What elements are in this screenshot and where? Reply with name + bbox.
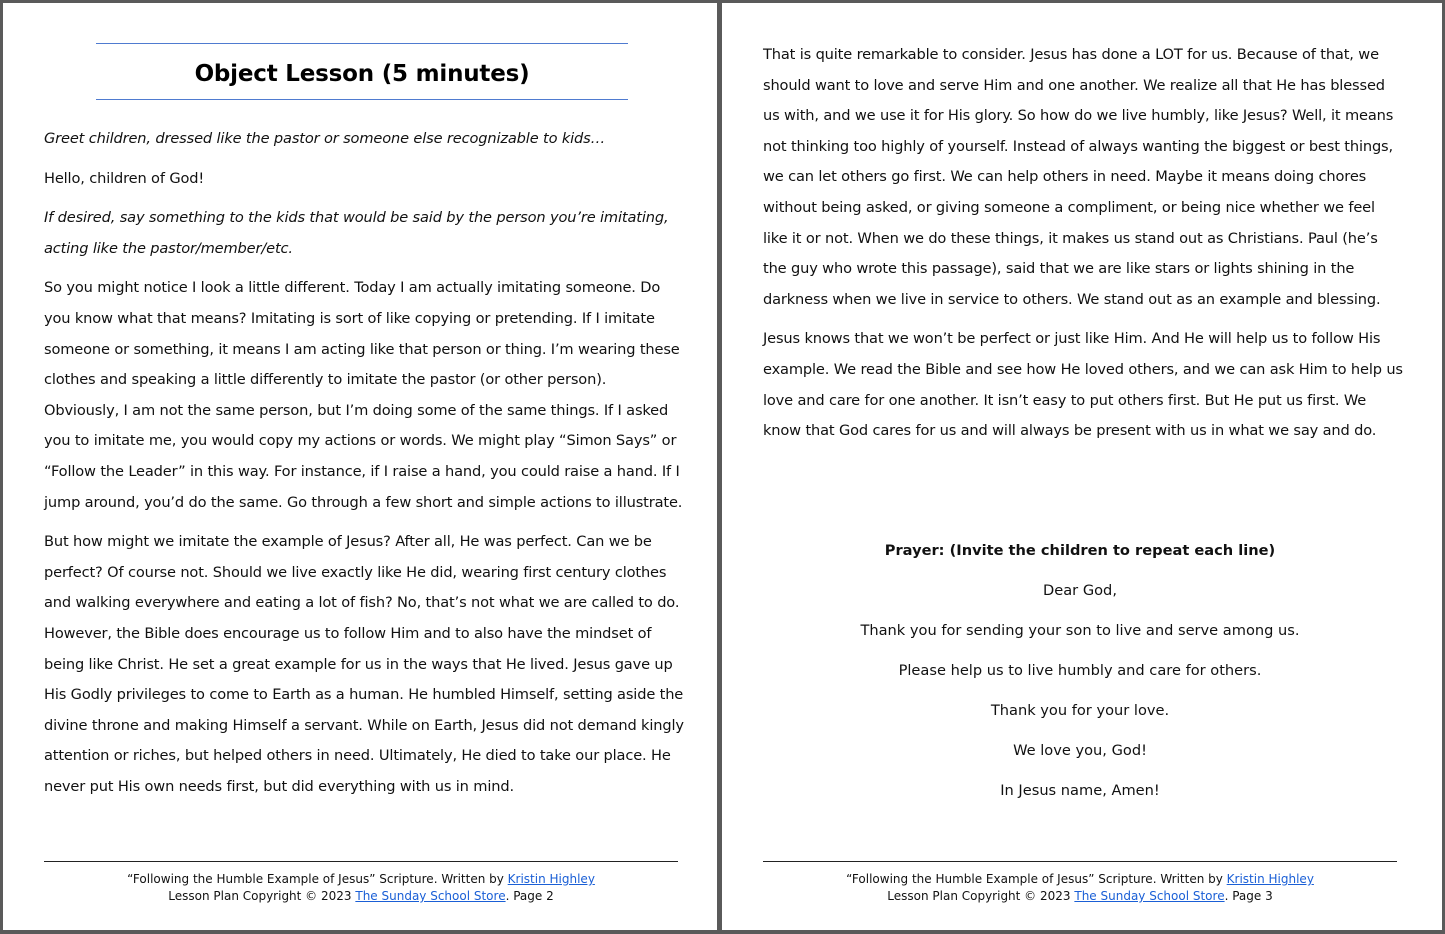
author-link[interactable]: Kristin Highley bbox=[507, 872, 595, 886]
store-link[interactable]: The Sunday School Store bbox=[355, 889, 506, 903]
footer-rule bbox=[763, 861, 1397, 862]
footer-copyright: Lesson Plan Copyright © 2023 bbox=[168, 889, 356, 903]
footer-scripture-credit: “Following the Humble Example of Jesus” Scripture. Written by bbox=[127, 872, 508, 886]
footer-scripture-credit: “Following the Humble Example of Jesus” Scripture. Written by bbox=[846, 872, 1227, 886]
page-number: . Page 3 bbox=[1224, 889, 1273, 903]
greeting-paragraph: Hello, children of God! bbox=[44, 169, 205, 187]
footer-text bbox=[44, 871, 678, 905]
title-bottom-rule bbox=[96, 99, 628, 100]
prayer-section bbox=[763, 540, 1397, 820]
page-2 bbox=[3, 3, 717, 930]
prayer-line: Thank you for your love. bbox=[990, 702, 1170, 719]
footer-copyright: Lesson Plan Copyright © 2023 bbox=[887, 889, 1075, 903]
follow-example-paragraph: Jesus knows that we won’t be perfect or just like Him. And He will help us to follow His example. We read the Bible and see how He loved others, and we can ask Him to help us love and care for one another. It isn’t easy to put others first. But He put us first. We know that God cares for us and will always be present with us in what we say and do. bbox=[763, 330, 1403, 440]
page-3 bbox=[722, 3, 1442, 930]
prayer-line: Please help us to live humbly and care for others. bbox=[898, 662, 1262, 679]
jesus-example-paragraph: But how might we imitate the example of Jesus? After all, He was perfect. Can we be perfect? Of course not. Should we live exactly like He did, wearing first century clothes and walking everywhere and eating a lot of fish? No, that’s not what we are called to do. However, the Bible does encourage us to follow Him and to also have the mindset of being like Christ. He set a great example for us in the ways that He lived. Jesus gave up His Godly privileges to come to Earth as a human. He humbled Himself, setting aside the divine throne and making Himself a servant. While on Earth, Jesus did not demand kingly attention or riches, but helped others in need. Ultimately, He died to take our place. He never put His own needs first, but did everything with us in mind. bbox=[44, 533, 684, 795]
page-number: . Page 2 bbox=[505, 889, 554, 903]
page-2-footer bbox=[44, 861, 678, 905]
footer-text bbox=[763, 871, 1397, 905]
page-2-body bbox=[44, 124, 684, 811]
prayer-line: In Jesus name, Amen! bbox=[1000, 782, 1160, 799]
prayer-line: Thank you for sending your son to live and serve among us. bbox=[860, 622, 1300, 639]
prayer-line: We love you, God! bbox=[1013, 742, 1147, 759]
page-3-body bbox=[763, 40, 1403, 456]
footer-rule bbox=[44, 861, 678, 862]
prayer-heading: Prayer: (Invite the children to repeat each line) bbox=[884, 542, 1276, 559]
page-title: Object Lesson (5 minutes) bbox=[194, 61, 530, 87]
author-link[interactable]: Kristin Highley bbox=[1226, 872, 1314, 886]
title-block bbox=[96, 43, 628, 100]
stage-direction-greet: Greet children, dressed like the pastor or someone else recognizable to kids… bbox=[44, 130, 606, 147]
title-top-rule bbox=[96, 43, 628, 44]
page-3-footer bbox=[763, 861, 1397, 905]
remarkable-paragraph: That is quite remarkable to consider. Jesus has done a LOT for us. Because of that, we should want to love and serve Him and one another. We realize all that He has blessed us with, and we use it for His glory. So how do we live humbly, like Jesus? Well, it means not thinking too highly of yourself. Instead of always wanting the biggest or best things, we can let others go first. We can help others in need. Maybe it means doing chores without being asked, or giving someone a compliment, or being nice whether we feel like it or not. When we do these things, it makes us stand out as Christians. Paul (he’s the guy who wrote this passage), said that we are like stars or lights shining in the darkness when we live in service to others. We stand out as an example and blessing. bbox=[763, 46, 1394, 308]
stage-direction-imitate: If desired, say something to the kids that would be said by the person you’re imitating, acting like the pastor/member/etc. bbox=[44, 209, 669, 257]
store-link[interactable]: The Sunday School Store bbox=[1074, 889, 1225, 903]
imitating-paragraph: So you might notice I look a little different. Today I am actually imitating someone. Do you know what that means? Imitating is sort of like copying or pretending. If I imitate someone or something, it means I am acting like that person or thing. I’m wearing these clothes and speaking a little differently to imitate the pastor (or other person). Obviously, I am not the same person, but I’m doing some of the same things. If I asked you to imitate me, you would copy my actions or words. We might play “Simon Says” or “Follow the Leader” in this way. For instance, if I raise a hand, you could raise a hand. If I jump around, you’d do the same. Go through a few short and simple actions to illustrate. bbox=[44, 279, 683, 511]
prayer-line: Dear God, bbox=[1043, 582, 1117, 599]
